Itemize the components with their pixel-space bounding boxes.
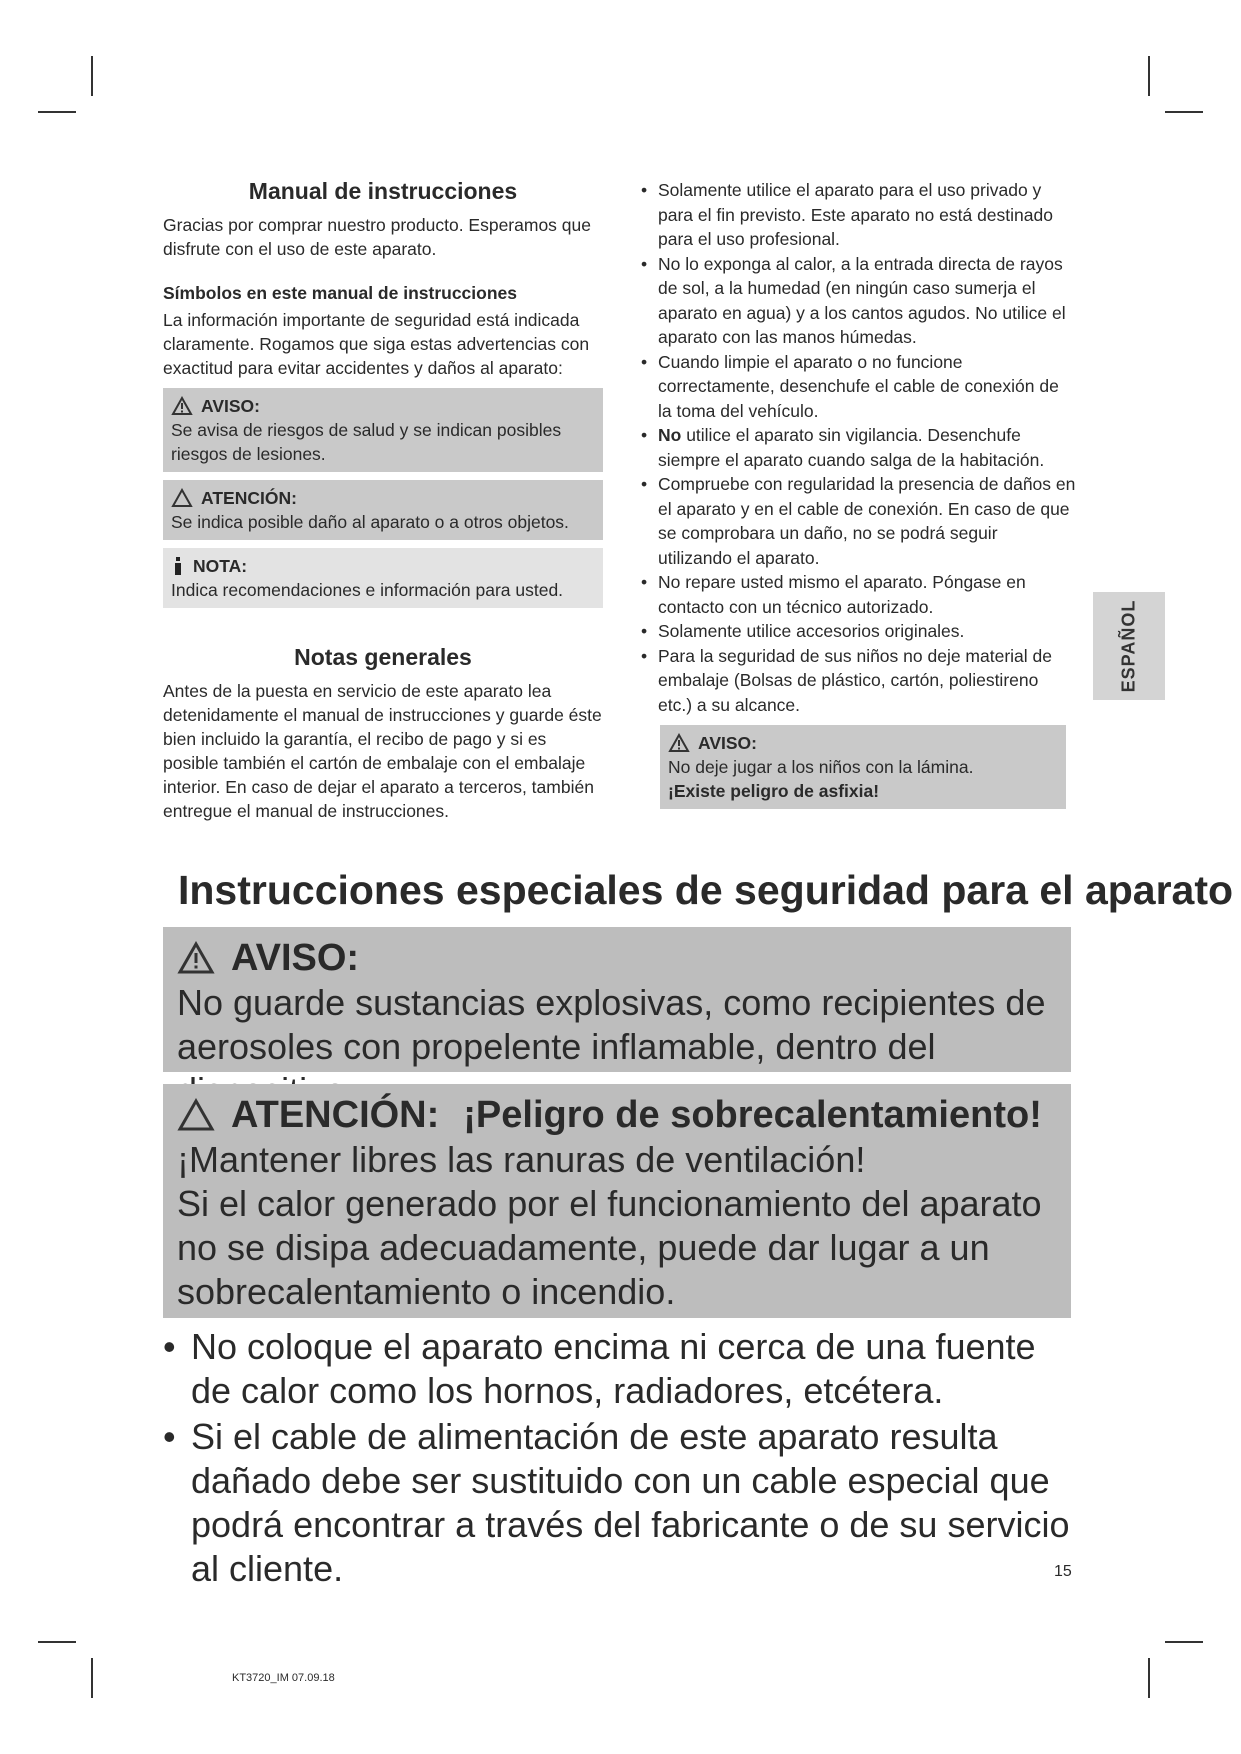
crop-mark (38, 1641, 76, 1643)
crop-mark (38, 111, 76, 113)
right-aviso-box (660, 725, 1066, 809)
list-item: • Solamente utilice accesorios originales. (636, 619, 1076, 644)
warning-icon (668, 733, 690, 753)
special-atencion-title: ATENCIÓN: (231, 1094, 440, 1136)
bullet-rest: utilice el aparato sin vigilancia. Desenchufe siempre el aparato cuando salga de la habitación. (658, 425, 1045, 470)
aviso-title: AVISO: (201, 396, 260, 416)
list-item: • Solamente utilice el aparato para el uso privado y para el fin previsto. Este aparato no está destinado para el uso profesional. (636, 178, 1076, 252)
crop-mark (1148, 56, 1150, 96)
list-item: • Cuando limpie el aparato o no funcione correctamente, desenchufe el cable de conexión de la toma del vehículo. (636, 350, 1076, 424)
list-item: • No lo exponga al calor, a la entrada directa de rayos de sol, a la humedad (en ningún caso sumerja el aparato en agua) y a los cantos agudos. No utilice el aparato con las manos húmedas. (636, 252, 1076, 350)
nota-box (163, 548, 603, 608)
warning-icon (171, 396, 193, 416)
symbols-heading: Símbolos en este manual de instrucciones (163, 283, 517, 303)
crop-mark (91, 56, 93, 96)
symbols-text: La información importante de seguridad está indicada claramente. Rogamos que siga estas advertencias con exactitud para evitar accidentes y daños al aparato: (163, 310, 590, 378)
aviso-title: AVISO: (698, 733, 757, 753)
language-tab (1093, 592, 1165, 700)
special-atencion-line1: ¡Mantener libres las ranuras de ventilación! (177, 1139, 866, 1180)
footer-code: KT3720_IM 07.09.18 (232, 1672, 335, 1684)
atencion-text: Se indica posible daño al aparato o a otros objetos. (171, 512, 569, 532)
list-item: • Compruebe con regularidad la presencia de daños en el aparato y en el cable de conexión. En caso de que se comprobara un daño, no se podrá seguir utilizando el aparato. (636, 472, 1076, 570)
aviso-bold-text: ¡Existe peligro de asfixia! (668, 781, 880, 801)
list-item: • Si el cable de alimentación de este aparato resulta dañado debe ser sustituido con un cable especial que podrá encontrar a través del fabricante o de su servicio al cliente. (163, 1415, 1071, 1591)
special-aviso-box (163, 927, 1071, 1072)
special-atencion-box (163, 1084, 1071, 1318)
list-item: • Para la seguridad de sus niños no deje material de embalaje (Bolsas de plástico, cartón, poliestireno etc.) a su alcance. (636, 644, 1076, 718)
safety-list (636, 178, 1076, 717)
crop-mark (1165, 111, 1203, 113)
nota-text: Indica recomendaciones e información para usted. (171, 580, 564, 600)
aviso-text: Se avisa de riesgos de salud y se indican posibles riesgos de lesiones. (171, 420, 562, 464)
nota-title: NOTA: (193, 556, 248, 576)
list-item (636, 423, 1076, 472)
special-aviso-title: AVISO: (231, 937, 360, 979)
intro-text: Gracias por comprar nuestro producto. Esperamos que disfrute con el uso de este aparato. (163, 215, 591, 259)
caution-icon (177, 1098, 215, 1132)
bold-no: No (658, 425, 682, 445)
language-label: ESPAÑOL (1118, 599, 1139, 693)
caution-icon (171, 488, 193, 508)
crop-mark (91, 1658, 93, 1698)
crop-mark (1148, 1658, 1150, 1698)
crop-mark (1165, 1641, 1203, 1643)
aviso-box (163, 388, 603, 472)
notes-text: Antes de la puesta en servicio de este aparato lea detenidamente el manual de instrucciones y guarde éste bien incluido la garantía, el recibo de pago y si es posible también el cartón de embalaje con el embalaje interior. En caso de dejar el aparato a terceros, también entregue el manual de instrucciones. (163, 681, 602, 821)
special-aviso-text: No guarde sustancias explosivas, como recipientes de aerosoles con propelente inflamable, dentro del (177, 982, 1046, 1067)
list-item: • No coloque el aparato encima ni cerca de una fuente de calor como los hornos, radiadores, etcétera. (163, 1325, 1071, 1413)
warning-icon (177, 941, 215, 975)
atencion-box (163, 480, 603, 540)
atencion-title: ATENCIÓN: (201, 488, 297, 508)
special-title: Instrucciones especiales de seguridad para el aparato (178, 867, 1234, 913)
special-atencion-subtitle: ¡Peligro de sobrecalentamiento! (463, 1094, 1042, 1136)
info-icon (171, 556, 185, 576)
special-list (163, 1325, 1071, 1593)
special-atencion-line2: Si el calor generado por el funcionamiento del aparato no se disipa adecuadamente, puede dar lugar a un sobrecalentamiento o incendio. (177, 1183, 1042, 1312)
page-number: 15 (1054, 1563, 1072, 1580)
notes-title: Notas generales (294, 644, 472, 670)
right-column (636, 178, 1076, 809)
left-column (163, 178, 603, 823)
aviso-text: No deje jugar a los niños con la lámina. (668, 757, 974, 777)
list-item: • No repare usted mismo el aparato. Póngase en contacto con un técnico autorizado. (636, 570, 1076, 619)
manual-title: Manual de instrucciones (248, 178, 518, 204)
